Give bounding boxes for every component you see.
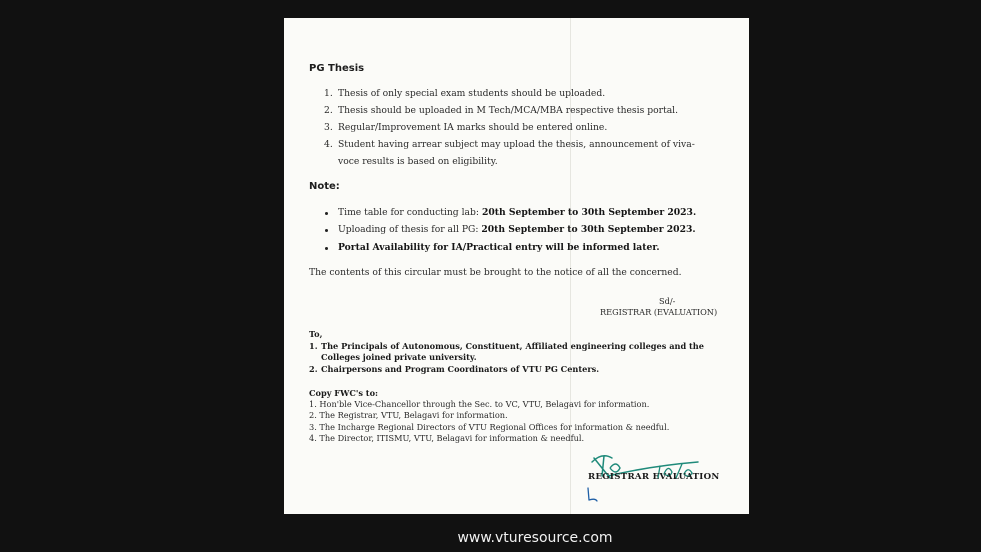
- note-item-prefix: Time table for conducting lab:: [338, 207, 482, 218]
- note-item-2: [338, 224, 696, 235]
- pg-thesis-item-text: Student having arrear subject may upload the thesis, announcement of viva-: [338, 139, 695, 150]
- registrar-evaluation-typed: REGISTRAR (EVALUATION): [600, 307, 718, 317]
- circular-notice-text: The contents of this circular must be brought to the notice of all the concerned.: [309, 267, 682, 278]
- note-item-1: [338, 207, 696, 218]
- note-item-date-range: 20th September to 30th September 2023.: [481, 224, 696, 235]
- note-item-portal-availability: Portal Availability for IA/Practical entry will be informed later.: [338, 242, 660, 253]
- signed-marker: Sd/-: [659, 296, 676, 306]
- pg-thesis-item-text: Thesis should be uploaded in M Tech/MCA/MBA respective thesis portal.: [338, 105, 679, 116]
- to-item-number: 2.: [309, 364, 318, 374]
- registrar-evaluation-stamp: REGISTRAR EVALUATION: [588, 472, 720, 482]
- copy-fwc-item: 1. Hon'ble Vice-Chancellor through the Sec. to VC, VTU, Belagavi for information.: [309, 399, 650, 409]
- bullet-icon: [325, 247, 328, 250]
- bullet-icon: [325, 229, 328, 232]
- pg-thesis-item-text-continued: voce results is based on eligibility.: [338, 156, 498, 167]
- to-item-number: 1.: [309, 341, 318, 351]
- to-item-text: Chairpersons and Program Coordinators of VTU PG Centers.: [321, 364, 600, 374]
- copy-fwc-item: 2. The Registrar, VTU, Belagavi for information.: [309, 410, 508, 420]
- copy-fwc-item: 4. The Director, ITISMU, VTU, Belagavi for information & needful.: [309, 433, 585, 443]
- pg-thesis-item-text: Thesis of only special exam students should be uploaded.: [338, 88, 606, 99]
- note-item-prefix: Uploading of thesis for all PG:: [338, 224, 482, 235]
- note-item-3: [338, 242, 660, 253]
- note-heading: Note:: [309, 181, 340, 192]
- site-watermark: www.vturesource.com: [457, 530, 613, 546]
- pg-thesis-item-number: 2.: [324, 105, 333, 116]
- bullet-icon: [325, 212, 328, 215]
- pg-thesis-heading: PG Thesis: [309, 63, 365, 74]
- pg-thesis-item-number: 1.: [324, 88, 333, 99]
- to-heading: To,: [309, 329, 323, 339]
- to-item-text-continued: Colleges joined private university.: [321, 352, 477, 362]
- note-item-date-range: 20th September to 30th September 2023.: [481, 207, 697, 218]
- copy-fwc-heading: Copy FWC's to:: [309, 388, 379, 398]
- copy-fwc-item: 3. The Incharge Regional Directors of VTU Regional Offices for information & needful.: [309, 422, 670, 432]
- pg-thesis-item-text: Regular/Improvement IA marks should be entered online.: [338, 122, 608, 133]
- pg-thesis-item-number: 4.: [324, 139, 333, 150]
- to-item-text: The Principals of Autonomous, Constituent, Affiliated engineering colleges and the: [321, 341, 704, 351]
- pg-thesis-item-number: 3.: [324, 122, 333, 133]
- circular-document-page: [284, 18, 749, 514]
